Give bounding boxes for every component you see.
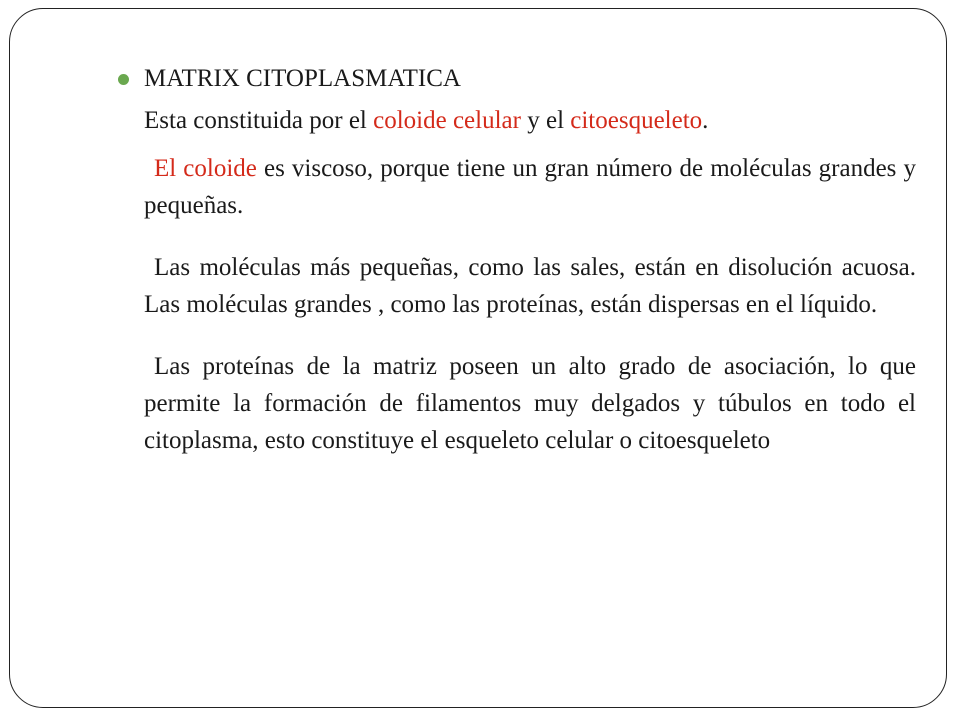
paragraph-coloide-text: es viscoso, porque tiene un gran número de moléculas grandes y pequeñas. — [144, 155, 916, 219]
term-el-coloide: El coloide — [154, 155, 257, 182]
definition-middle: y el — [520, 107, 571, 134]
paragraph-moleculas: Las moléculas más pequeñas, como las sales, están en disolución acuosa. Las moléculas grandes , como las proteínas, están dispersas en el líquido. — [144, 254, 916, 318]
term-coloide-celular: coloide celular — [373, 107, 521, 134]
definition-line — [144, 101, 916, 141]
slide-content — [144, 59, 916, 484]
paragraph-proteinas: Las proteínas de la matriz poseen un alto grado de asociación, lo que permite la formación de filamentos muy delgados y túbulos en todo el citoplasma, esto constituye el esqueleto celular o citoesqueleto — [144, 353, 916, 454]
definition-prefix: Esta constituida por el — [144, 107, 374, 134]
section-heading — [144, 59, 916, 99]
definition-suffix: . — [702, 107, 709, 134]
green-bullet-icon — [118, 74, 129, 85]
slide-frame — [9, 8, 947, 708]
term-citoesqueleto: citoesqueleto — [570, 107, 703, 134]
heading-text: MATRIX CITOPLASMATICA — [144, 65, 461, 92]
paragraph-coloide — [144, 150, 916, 224]
